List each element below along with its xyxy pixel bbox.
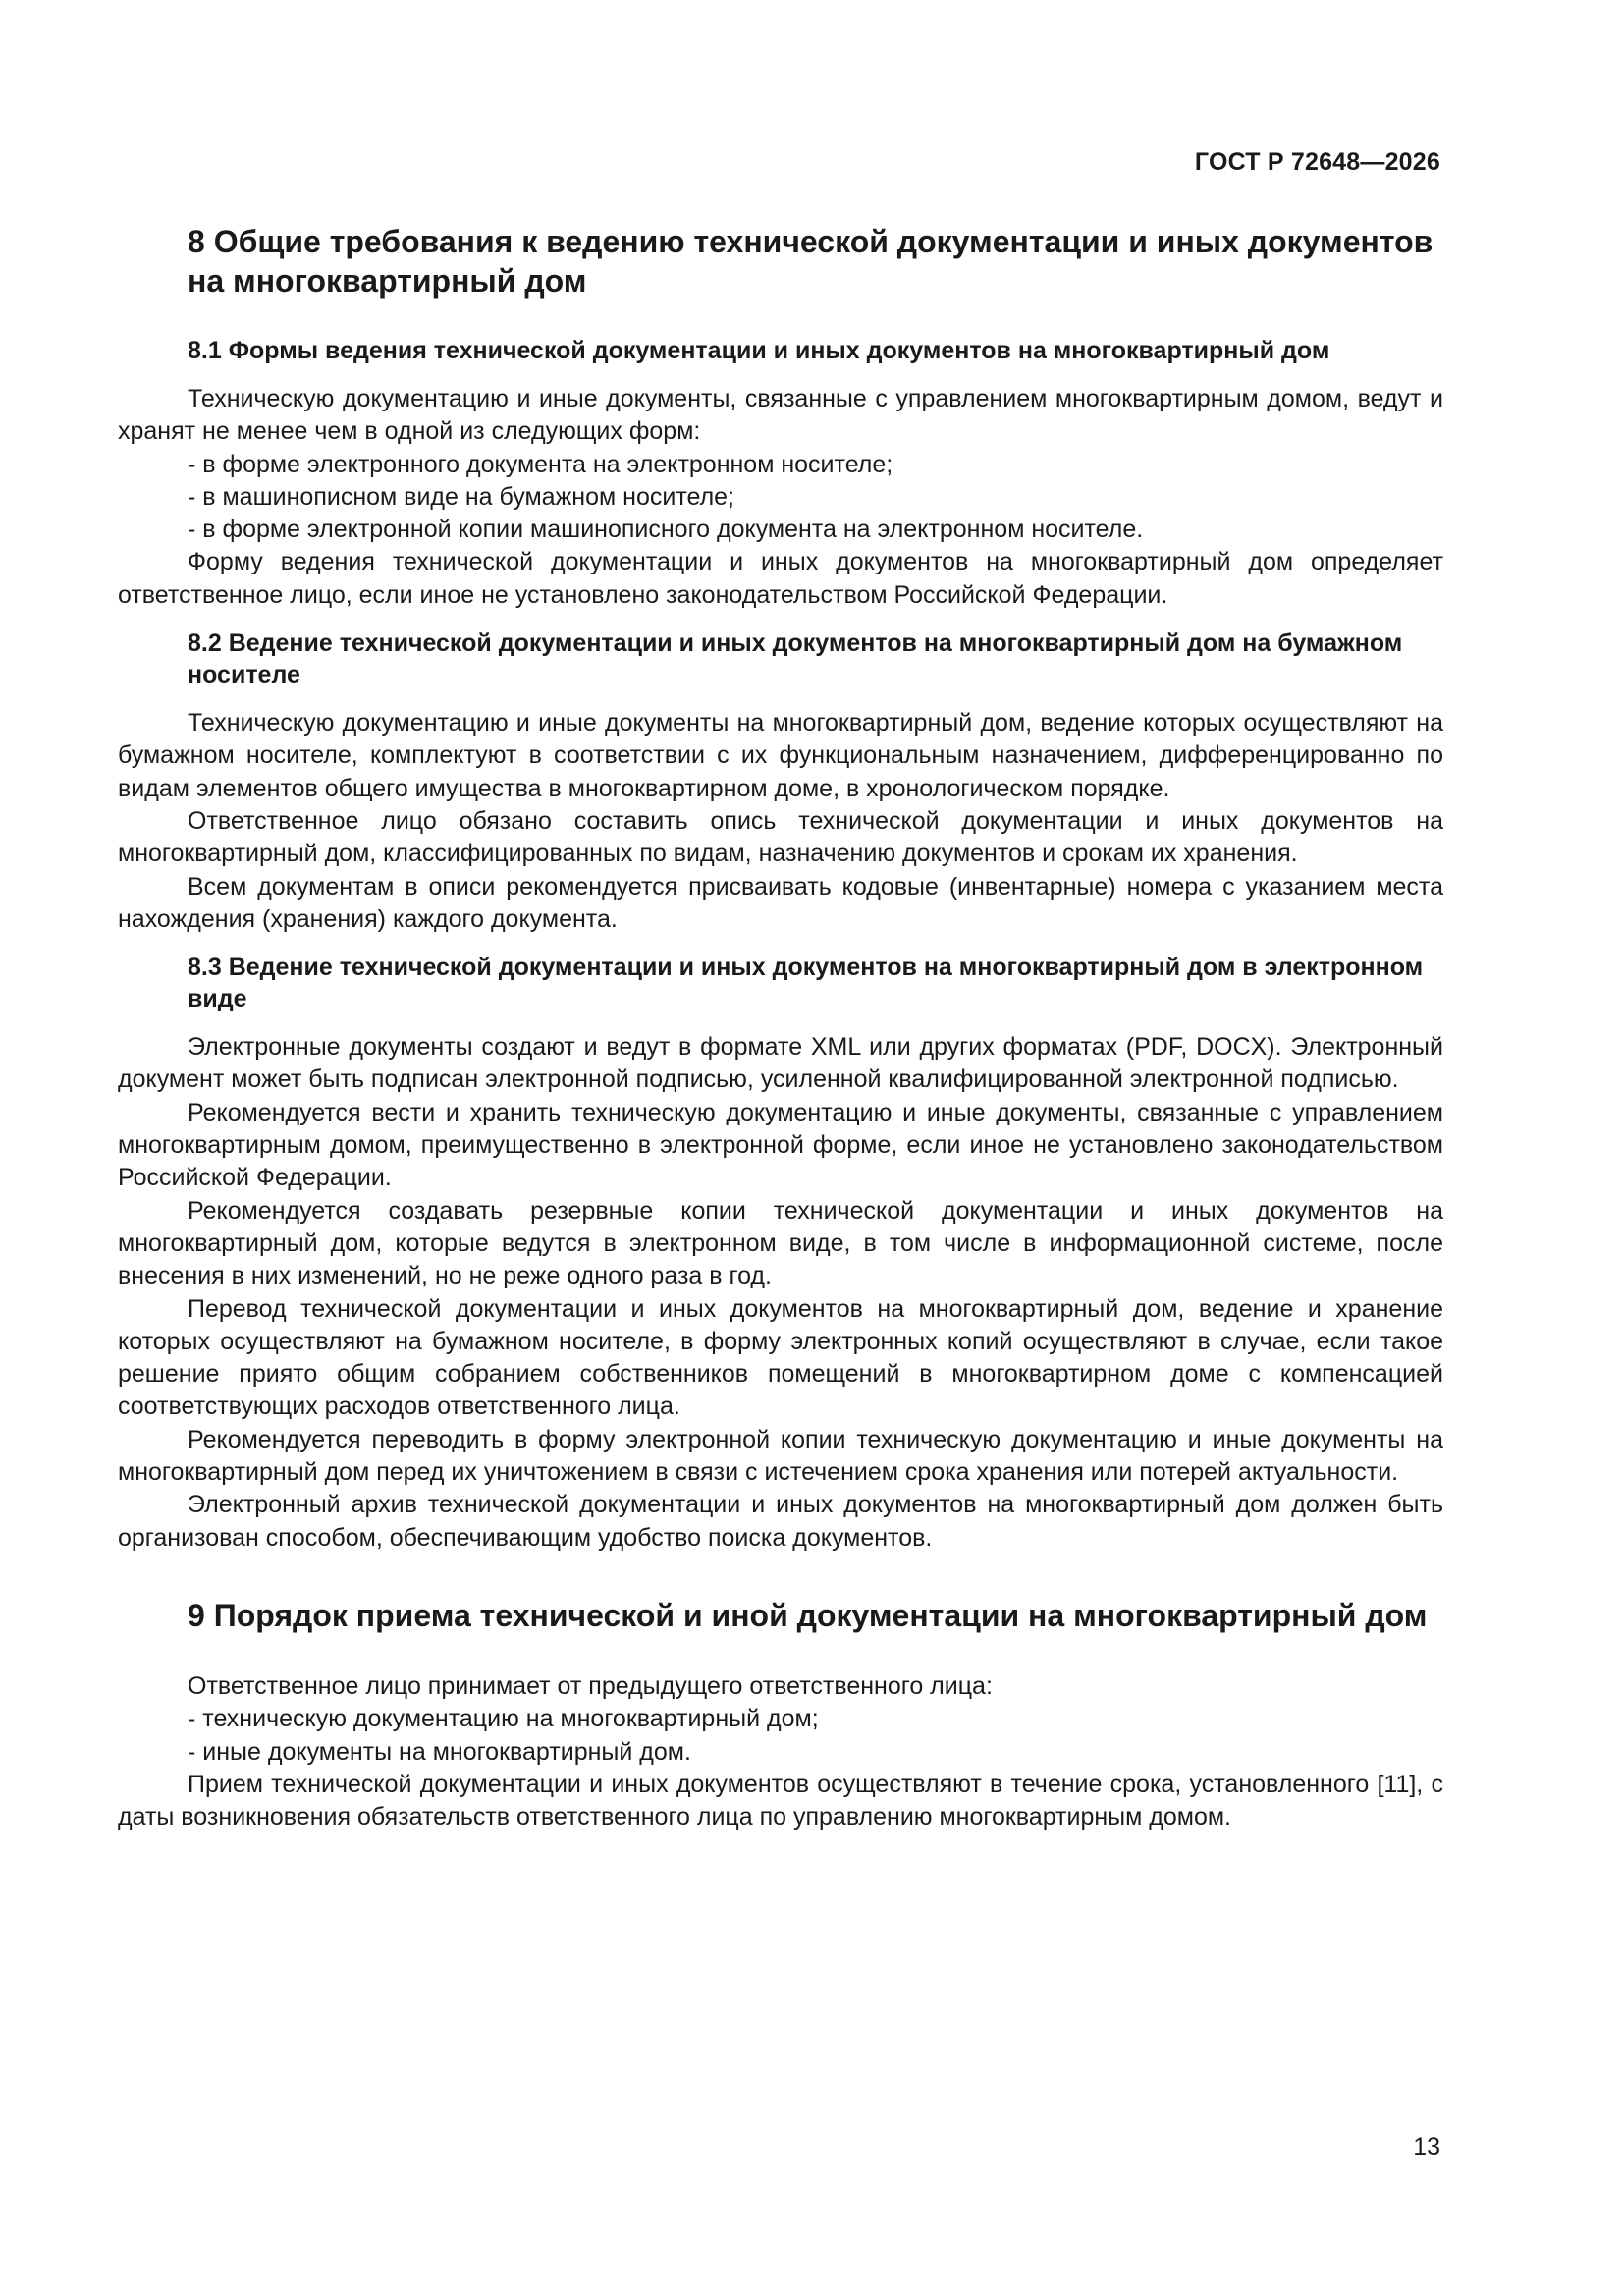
paragraph: Рекомендуется переводить в форму электронной копии техническую документацию и иные документы на многоквартирный дом перед их уничтожением в связи с истечением срока хранения или потерей актуальности.: [118, 1425, 1443, 1487]
paragraph: Ответственное лицо обязано составить опись технической документации и иных документов на многоквартирный дом, классифицированных по видам, назначению документов и срокам их хранения.: [118, 806, 1443, 868]
subsection-8-3-title: 8.3 Ведение технической документации и иных документов на многоквартирный дом в электронном виде: [188, 954, 1424, 1013]
paragraph: Перевод технической документации и иных документов на многоквартирный дом, ведение и хранение которых осуществляют на бумажном носителе, в форму электронных копий осуществляют в случае, если такое решение приято общим собранием собственников помещений в многоквартирном доме с компенсацией соответствующих расходов ответственного лица.: [118, 1294, 1443, 1421]
page-content: [118, 222, 1443, 1833]
paragraph: Рекомендуется создавать резервные копии технической документации и иных документов на многоквартирный дом, которые ведутся в электронном виде, в том числе в информационной системе, после внесения в них изменений, но не реже одного раза в год.: [118, 1196, 1443, 1290]
page-number: 13: [1413, 2133, 1440, 2160]
list-item: - в машинописном виде на бумажном носителе;: [188, 482, 735, 511]
paragraph: Форму ведения технической документации и иных документов на многоквартирный дом определяет ответственное лицо, если иное не установлено законодательством Российской Федерации.: [118, 548, 1443, 609]
document-id-header: ГОСТ Р 72648—2026: [1194, 148, 1440, 176]
list-item: - в форме электронной копии машинописного документа на электронном носителе.: [188, 516, 1144, 544]
section-9-title: 9 Порядок приема технической и иной документации на многоквартирный дом: [188, 1597, 1428, 1633]
paragraph: Техническую документацию и иные документы, связанные с управлением многоквартирным домом, ведут и хранят не менее чем в одной из следующих форм:: [118, 385, 1443, 446]
paragraph: Всем документам в описи рекомендуется присваивать кодовые (инвентарные) номера с указанием места нахождения (хранения) каждого документа.: [118, 872, 1443, 933]
list-item: - иные документы на многоквартирный дом.: [188, 1737, 691, 1766]
paragraph: Рекомендуется вести и хранить техническую документацию и иные документы, связанные с управлением многоквартирным домом, преимущественно в электронной форме, если иное не установлено законодательством Российской Федерации.: [118, 1098, 1443, 1192]
list-item: - техническую документацию на многоквартирный дом;: [188, 1705, 819, 1733]
paragraph: Электронный архив технической документации и иных документов на многоквартирный дом должен быть организован способом, обеспечивающим удобство поиска документов.: [118, 1491, 1443, 1552]
paragraph: Электронные документы создают и ведут в формате XML или других форматах (PDF, DOCX). Электронный документ может быть подписан электронной подписью, усиленной квалифицированной электронной подписью.: [118, 1033, 1443, 1094]
paragraph: Ответственное лицо принимает от предыдущего ответственного лица:: [188, 1671, 993, 1700]
subsection-8-1-title: 8.1 Формы ведения технической документации и иных документов на многоквартирный дом: [188, 337, 1330, 364]
list-item: - в форме электронного документа на электронном носителе;: [188, 450, 893, 478]
paragraph: Прием технической документации и иных документов осуществляют в течение срока, установленного [11], с даты возникновения обязательств ответственного лица по управлению многоквартирным домом.: [118, 1770, 1443, 1831]
paragraph: Техническую документацию и иные документы на многоквартирный дом, ведение которых осуществляют на бумажном носителе, комплектуют в соответствии с их функциональным назначением, дифференцированно по видам элементов общего имущества в многоквартирном доме, в хронологическом порядке.: [118, 709, 1443, 802]
section-8-title: 8 Общие требования к ведению технической документации и иных документов на многоквартирный дом: [188, 224, 1434, 299]
subsection-8-2-title: 8.2 Ведение технической документации и иных документов на многоквартирный дом на бумажном носителе: [188, 629, 1403, 689]
